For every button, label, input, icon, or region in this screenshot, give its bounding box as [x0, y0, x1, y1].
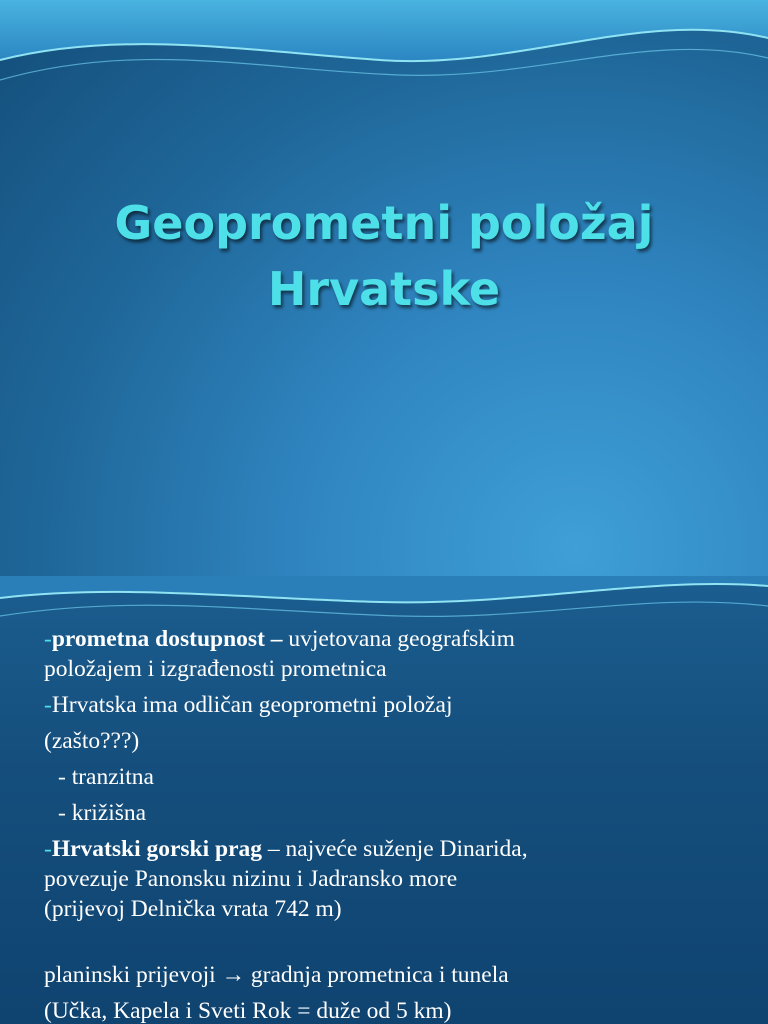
slide-title — [0, 190, 768, 322]
paragraph-tuneli — [44, 996, 744, 1024]
term-prometna-dostupnost: prometna dostupnost — [51, 626, 265, 652]
paragraph-prometna-dostupnost — [44, 624, 744, 684]
text: (prijevoj Delnička vrata 742 m) — [44, 896, 342, 922]
paragraph-geoprometni-polozaj — [44, 690, 744, 720]
slide-body — [44, 624, 744, 1024]
text: Hrvatska ima odličan geoprometni položaj — [51, 692, 453, 718]
content-slide — [0, 576, 768, 1024]
text: povezuje Panonsku nizinu i Jadransko more — [44, 866, 458, 892]
text: (zašto???) — [44, 728, 140, 754]
sub-item-tranzitna: - tranzitna — [58, 764, 154, 790]
term-hrvatski-gorski-prag: Hrvatski gorski prag — [51, 836, 263, 862]
text: (Učka, Kapela i Sveti Rok = duže od 5 km) — [44, 998, 452, 1024]
wave-decoration — [0, 0, 768, 110]
paragraph-zasto — [44, 726, 744, 756]
separator: – — [262, 836, 286, 862]
bullet-dash: - — [44, 626, 52, 652]
title-line-2: Hrvatske — [267, 262, 501, 316]
paragraph-planinski-prijevoji — [44, 960, 744, 990]
separator: – — [264, 626, 289, 652]
title-line-1: Geoprometni položaj — [114, 196, 654, 250]
bullet-dash: - — [44, 692, 52, 718]
text: planinski prijevoji → gradnja prometnica i tunela — [44, 962, 509, 988]
sub-item-krizisna: - križišna — [58, 800, 147, 826]
paragraph-gorski-prag — [44, 834, 744, 924]
bullet-dash: - — [44, 836, 52, 862]
text: položajem i izgrađenosti prometnica — [44, 656, 387, 682]
text: najveće suženje Dinarida, — [285, 836, 528, 862]
text: uvjetovana geografskim — [288, 626, 515, 652]
